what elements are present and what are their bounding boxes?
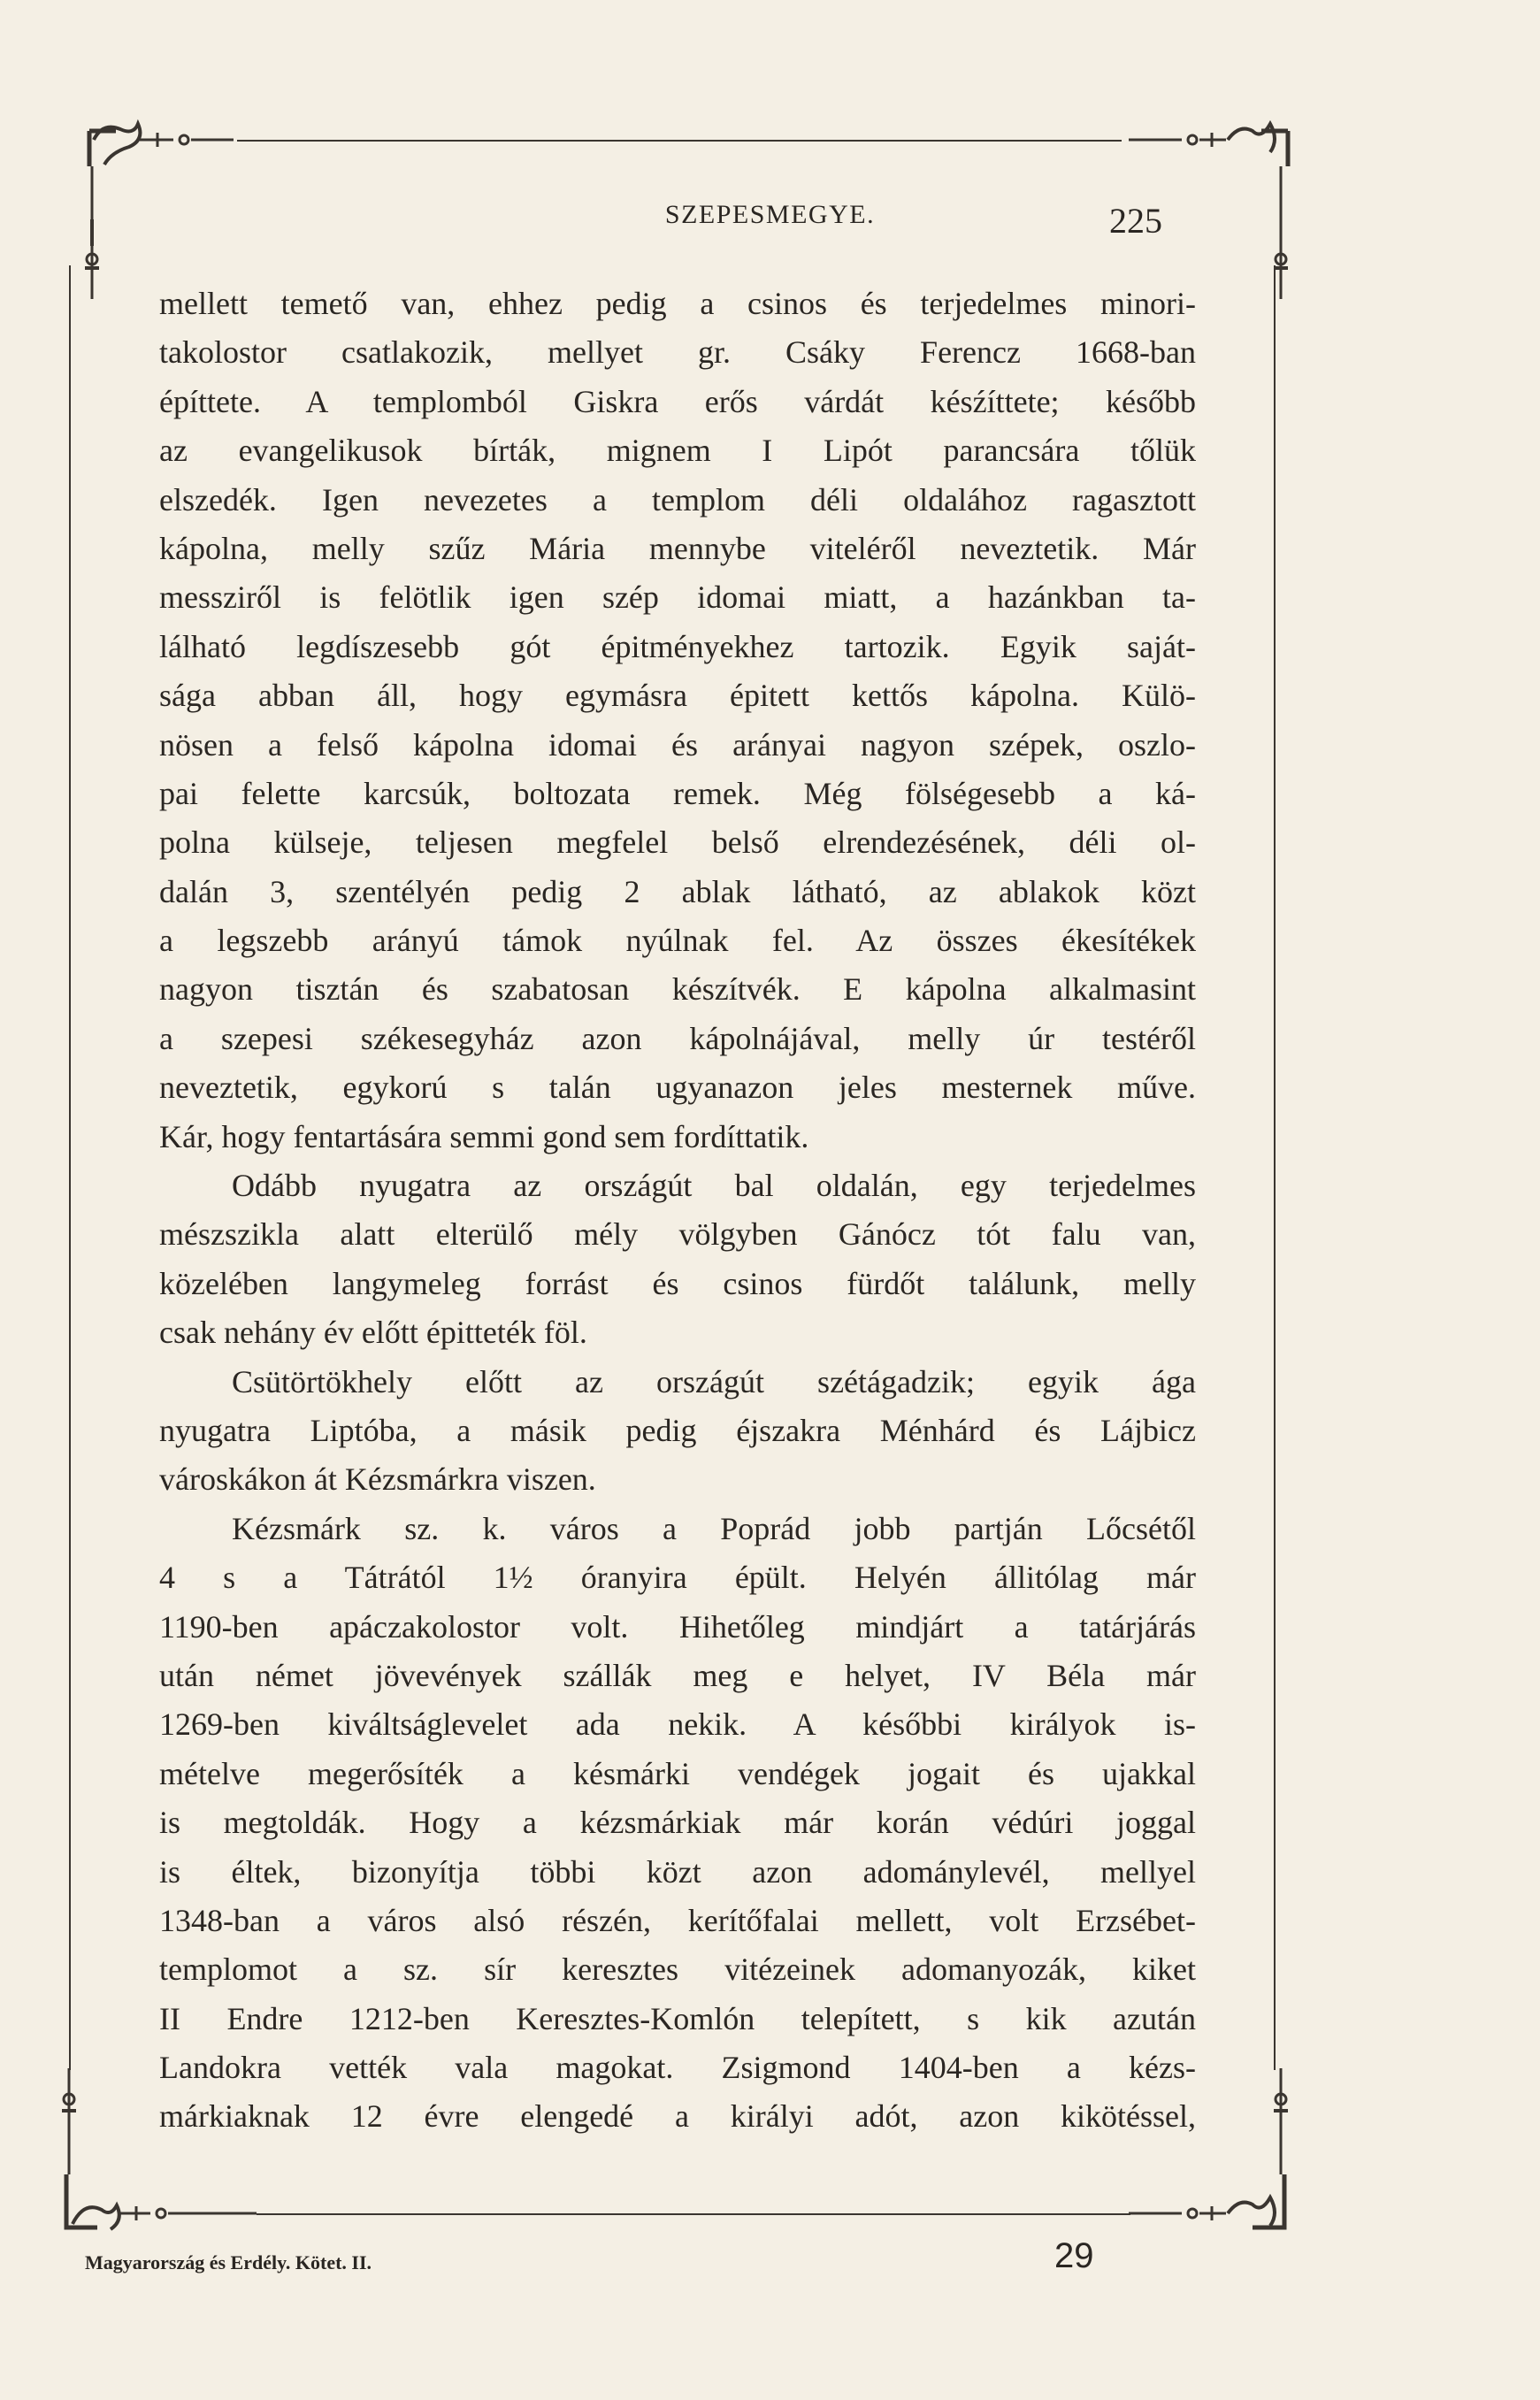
text-line: az evangelikusok bírták, mignem I Lipót parancsára tőlük bbox=[159, 433, 1196, 469]
text-line: elszedék. Igen nevezetes a templom déli oldalához ragasztott bbox=[159, 481, 1196, 518]
bottom-ornamental-rule bbox=[257, 2213, 1130, 2215]
text-line: mészszikla alatt elterülő mély völgyben Gánócz tót falu van, bbox=[159, 1216, 1196, 1253]
text-line: Landokra vették vala magokat. Zsigmond 1404-ben a kézs- bbox=[159, 2050, 1196, 2086]
text-line: városkákon át Kézsmárkra viszen. bbox=[159, 1461, 596, 1498]
text-line: is éltek, bizonyítja többi közt azon adománylevél, mellyel bbox=[159, 1853, 1196, 1890]
text-line: II Endre 1212-ben Keresztes-Komlón telepített, s kik azután bbox=[159, 2000, 1196, 2036]
signature-mark: 29 bbox=[1054, 2236, 1094, 2275]
text-line: sága abban áll, hogy egymásra épitett kettős kápolna. Külö- bbox=[159, 678, 1196, 714]
text-line: nösen a felső kápolna idomai és arányai nagyon szépek, oszlo- bbox=[159, 726, 1196, 763]
text-line: polna külseje, teljesen megfelel belső elrendezésének, déli ol- bbox=[159, 824, 1196, 861]
text-line: 1190-ben apáczakolostor volt. Hihetőleg mindjárt a tatárjárás bbox=[159, 1608, 1196, 1645]
text-line: templomot a sz. sír keresztes vitézeinek adomanyozák, kiket bbox=[159, 1951, 1196, 1988]
text-line: márkiaknak 12 évre elengedé a királyi adót, azon kikötéssel, bbox=[159, 2098, 1196, 2135]
running-head: SZEPESMEGYE. bbox=[664, 200, 876, 229]
text-line: nyugatra Liptóba, a másik pedig éjszakra Ménhárd és Lájbicz bbox=[159, 1412, 1196, 1448]
footer-book-title: Magyarország és Erdély. Kötet. II. bbox=[85, 2251, 372, 2273]
text-line: 1269-ben kiváltságlevelet ada nekik. A későbbi királyok is- bbox=[159, 1706, 1196, 1743]
text-line: 1348-ban a város alsó részén, kerítőfalai mellett, volt Erzsébet- bbox=[159, 1902, 1196, 1938]
text-line: takolostor csatlakozik, mellyet gr. Csáky Ferencz 1668-ban bbox=[159, 334, 1196, 371]
text-line: pai felette karcsúk, boltozata remek. Még fölségesebb a ká- bbox=[159, 775, 1196, 811]
text-line: nagyon tisztán és szabatosan készítvék. E kápolna alkalmasint bbox=[159, 971, 1196, 1008]
text-line: kápolna, melly szűz Mária mennybe viteléről neveztetik. Már bbox=[159, 530, 1196, 566]
text-line: csak nehány év előtt épitteték föl. bbox=[159, 1315, 587, 1351]
text-line: a legszebb arányú támok nyúlnak fel. Az összes ékesítékek bbox=[159, 923, 1196, 959]
text-line: neveztetik, egykorú s talán ugyanazon jeles mesternek műve. bbox=[159, 1070, 1196, 1106]
paragraph-start-line: Odább nyugatra az országút bal oldalán, egy terjedelmes bbox=[232, 1168, 1196, 1204]
page-number: 225 bbox=[1109, 201, 1162, 241]
body-text bbox=[159, 280, 1196, 2142]
text-line: építtete. A templomból Giskra erős várdát késźíttete; később bbox=[159, 383, 1196, 419]
text-line: mételve megerősíték a késmárki vendégek jogait és ujakkal bbox=[159, 1755, 1196, 1791]
text-line: messziről is felötlik igen szép idomai miatt, a hazánkban ta- bbox=[159, 579, 1196, 616]
text-line: 4 s a Tátrától 1½ óranyira épült. Helyén állitólag már bbox=[159, 1560, 1196, 1596]
top-ornamental-rule bbox=[237, 140, 1122, 142]
paragraph-start-line: Kézsmárk sz. k. város a Poprád jobb partján Lőcsétől bbox=[232, 1510, 1196, 1546]
text-line: dalán 3, szentélyén pedig 2 ablak látható, az ablakok közt bbox=[159, 873, 1196, 909]
text-line: mellett temető van, ehhez pedig a csinos és terjedelmes minori- bbox=[159, 286, 1196, 321]
text-line: után német jövevények szállák meg e helyet, IV Béla már bbox=[159, 1657, 1196, 1693]
left-border-line bbox=[69, 265, 71, 2070]
text-line: Kár, hogy fentartására semmi gond sem fordíttatik. bbox=[159, 1118, 809, 1154]
text-line: közelében langymeleg forrást és csinos fürdőt találunk, melly bbox=[159, 1265, 1196, 1301]
text-line: a szepesi székesegyház azon kápolnájával, melly úr testéről bbox=[159, 1020, 1196, 1056]
right-border-line bbox=[1274, 265, 1276, 2070]
text-line: lálható legdíszesebb gót épitményekhez tartozik. Egyik saját- bbox=[159, 628, 1196, 664]
text-line: is megtoldák. Hogy a kézsmárkiak már korán védúri joggal bbox=[159, 1805, 1196, 1841]
paragraph-start-line: Csütörtökhely előtt az országút szétágadzik; egyik ága bbox=[232, 1363, 1196, 1399]
